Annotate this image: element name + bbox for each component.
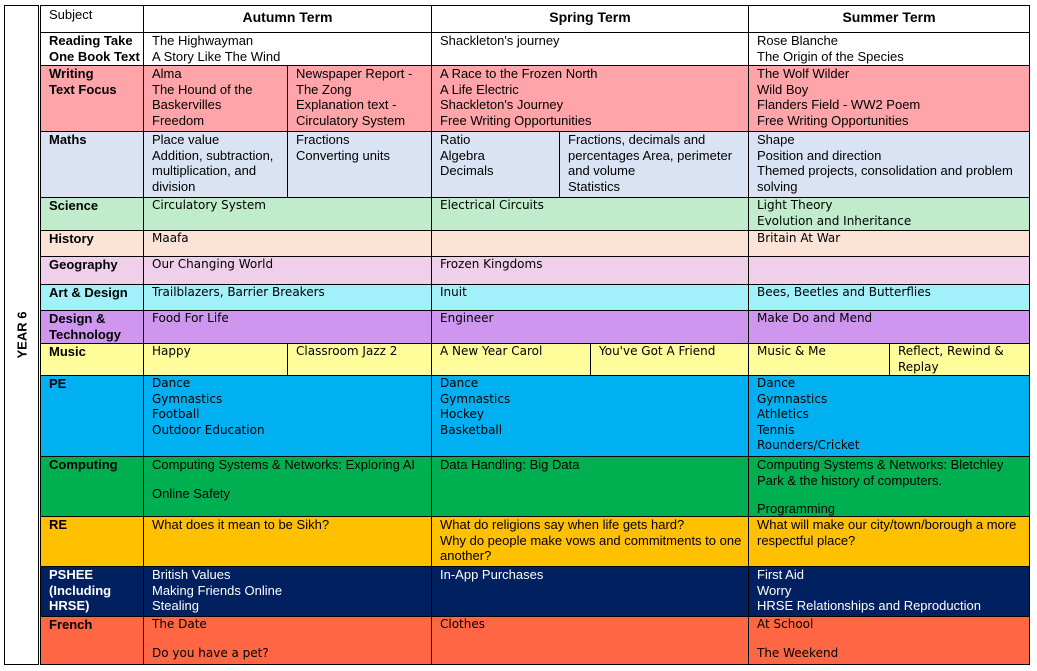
cell-line: Trailblazers, Barrier Breakers	[152, 285, 325, 299]
cell-line: RE	[49, 517, 68, 532]
music-spring-a	[432, 344, 591, 376]
cell-line: Algebra	[440, 147, 485, 163]
cell-line: Maafa	[152, 231, 189, 245]
cell-line: Evolution and Inheritance	[757, 213, 912, 228]
cell-line: At School	[757, 617, 814, 631]
cell-line: A New Year Carol	[440, 344, 543, 358]
cell-line: Gymnastics	[152, 391, 223, 406]
cell-line: Science	[49, 198, 99, 213]
curriculum-table	[40, 5, 1030, 665]
cell-line: Shackleton's journey	[440, 33, 560, 48]
cell-line: Explanation text -	[296, 97, 397, 112]
cell-line: Wild Boy	[757, 81, 809, 97]
french-spring	[432, 617, 749, 665]
spacer-line	[152, 633, 423, 646]
cell-line: Fractions, decimals and	[568, 132, 706, 147]
cell-line: Hockey	[440, 407, 484, 421]
header-subject: Subject	[40, 5, 144, 33]
cell-line: Our Changing World	[152, 257, 274, 271]
subject-geography	[40, 257, 144, 285]
cell-line: Circulatory System	[152, 198, 266, 212]
cell-line: First Aid	[757, 567, 804, 582]
subject-french	[40, 617, 144, 665]
cell-line: Classroom Jazz 2	[296, 344, 398, 358]
cell-line: HRSE Relationships and Reproduction	[757, 598, 982, 613]
cell-line: Fractions	[296, 132, 350, 147]
year-label: YEAR 6	[14, 311, 29, 359]
cell-line: Reading Take	[49, 33, 133, 48]
cell-line: History	[49, 231, 94, 246]
cell-line: The Weekend	[757, 645, 839, 660]
cell-line: The Date	[152, 617, 207, 631]
music-autumn-b	[288, 344, 432, 376]
pe-autumn	[144, 376, 432, 457]
cell-line: and volume	[568, 163, 636, 178]
cell-line: Programming	[757, 501, 836, 516]
subject-pe	[40, 376, 144, 457]
cell-line: Make Do and Mend	[757, 311, 873, 325]
cell-line: Themed projects, consolidation and problem	[757, 163, 1013, 178]
cell-line: solving	[757, 178, 798, 194]
cell-line: multiplication, and	[152, 163, 257, 178]
cell-line: The Zong	[296, 81, 352, 97]
cell-line: Decimals	[440, 163, 494, 178]
cell-line: (Including	[49, 582, 112, 598]
cell-line: In-App Purchases	[440, 567, 544, 582]
subject-maths	[40, 132, 144, 198]
art-summer	[749, 285, 1030, 311]
cell-line: Stealing	[152, 598, 199, 613]
pe-summer	[749, 376, 1030, 457]
computing-autumn	[144, 457, 432, 517]
cell-line: Online Safety	[152, 485, 231, 501]
maths-spring-a	[432, 132, 560, 198]
subject-science	[40, 198, 144, 231]
cell-line: Technology	[49, 326, 121, 342]
art-autumn	[144, 285, 432, 311]
cell-line: Reflect, Rewind &	[898, 344, 1004, 358]
cell-line: Freedom	[152, 112, 205, 128]
cell-line: Gymnastics	[757, 391, 828, 406]
cell-line: another?	[440, 548, 492, 563]
cell-line: Britain At War	[757, 231, 841, 245]
science-autumn	[144, 198, 432, 231]
cell-line: Light Theory	[757, 198, 833, 212]
geography-autumn	[144, 257, 432, 285]
cell-line: Alma	[152, 66, 182, 81]
music-autumn-a	[144, 344, 288, 376]
cell-line: Music	[49, 344, 86, 359]
cell-line: Bees, Beetles and Butterflies	[757, 285, 931, 299]
cell-line: Statistics	[568, 178, 621, 194]
subject-re	[40, 517, 144, 567]
re-autumn	[144, 517, 432, 567]
pe-spring	[432, 376, 749, 457]
cell-line: Rounders/Cricket	[757, 438, 860, 452]
art-spring	[432, 285, 749, 311]
subject-writing	[40, 66, 144, 132]
cell-line: Music & Me	[757, 344, 826, 358]
cell-line: Basketball	[440, 422, 503, 437]
cell-line: Outdoor Education	[152, 422, 265, 437]
cell-line: Computing Systems & Networks: Bletchley	[757, 457, 1004, 472]
cell-line: Park & the history of computers.	[757, 472, 942, 488]
maths-summer	[749, 132, 1030, 198]
cell-line: Tennis	[757, 422, 795, 437]
re-summer	[749, 517, 1030, 567]
cell-line: Art & Design	[49, 285, 128, 300]
cell-line: Shape	[757, 132, 795, 147]
cell-line: Design &	[49, 311, 106, 326]
cell-line: Ratio	[440, 132, 471, 147]
history-autumn	[144, 231, 432, 257]
writing-spring	[432, 66, 749, 132]
music-spring-b	[591, 344, 749, 376]
header-autumn: Autumn Term	[144, 5, 432, 33]
cell-line: Maths	[49, 132, 87, 147]
cell-line: Replay	[898, 359, 939, 374]
cell-line: What do religions say when life gets hard?	[440, 517, 685, 532]
cell-line: What does it mean to be Sikh?	[152, 517, 330, 532]
maths-autumn-a	[144, 132, 288, 198]
subject-pshee	[40, 567, 144, 617]
french-autumn	[144, 617, 432, 665]
cell-line: French	[49, 617, 93, 632]
cell-line: The Hound of the	[152, 81, 253, 97]
subject-dt	[40, 311, 144, 344]
dt-summer	[749, 311, 1030, 344]
cell-line: Geography	[49, 257, 118, 272]
cell-line: British Values	[152, 567, 231, 582]
writing-autumn-a	[144, 66, 288, 132]
music-summer-b	[890, 344, 1030, 376]
reading-spring	[432, 33, 749, 66]
cell-line: Clothes	[440, 617, 485, 631]
subject-history	[40, 231, 144, 257]
pshee-summer	[749, 567, 1030, 617]
header-summer: Summer Term	[749, 5, 1030, 33]
cell-line: Worry	[757, 582, 792, 598]
cell-line: Happy	[152, 344, 191, 358]
subject-computing	[40, 457, 144, 517]
cell-line: Do you have a pet?	[152, 645, 269, 660]
cell-line: Inuit	[440, 285, 467, 299]
year-column	[4, 5, 39, 665]
reading-summer	[749, 33, 1030, 66]
science-summer	[749, 198, 1030, 231]
cell-line: respectful place?	[757, 532, 856, 548]
cell-line: One Book Text	[49, 48, 140, 64]
reading-autumn	[144, 33, 432, 66]
cell-line: Rose Blanche	[757, 33, 838, 48]
cell-line: Computing Systems & Networks: Exploring AI	[152, 457, 415, 472]
cell-line: A Life Electric	[440, 81, 519, 97]
cell-line: What will make our city/town/borough a more	[757, 517, 1017, 532]
cell-line: Athletics	[757, 407, 809, 421]
cell-line: The Highwayman	[152, 33, 254, 48]
cell-line: Position and direction	[757, 147, 882, 163]
spacer-line	[757, 633, 1021, 646]
music-summer-a	[749, 344, 890, 376]
cell-line: Free Writing Opportunities	[757, 112, 909, 128]
cell-line: Frozen Kingdoms	[440, 257, 543, 271]
subject-reading	[40, 33, 144, 66]
cell-line: Making Friends Online	[152, 582, 283, 598]
cell-line: The Wolf Wilder	[757, 66, 850, 81]
french-summer	[749, 617, 1030, 665]
cell-line: Computing	[49, 457, 118, 472]
cell-line: Shackleton's Journey	[440, 97, 564, 112]
subject-art	[40, 285, 144, 311]
cell-line: Gymnastics	[440, 391, 511, 406]
cell-line: Baskervilles	[152, 97, 222, 112]
cell-line: division	[152, 178, 196, 194]
pshee-spring	[432, 567, 749, 617]
cell-line: Dance	[757, 376, 796, 390]
cell-line: Converting units	[296, 147, 390, 163]
re-spring	[432, 517, 749, 567]
cell-line: A Story Like The Wind	[152, 48, 281, 64]
cell-line: HRSE)	[49, 598, 90, 613]
cell-line: Dance	[440, 376, 479, 390]
cell-line: Addition, subtraction,	[152, 147, 274, 163]
pshee-autumn	[144, 567, 432, 617]
cell-line: Data Handling: Big Data	[440, 457, 580, 472]
cell-line: Text Focus	[49, 81, 117, 97]
cell-line: Flanders Field - WW2 Poem	[757, 97, 921, 112]
cell-line: PE	[49, 376, 67, 391]
cell-line: The Origin of the Species	[757, 48, 904, 64]
cell-line: Circulatory System	[296, 112, 406, 128]
cell-line: You've Got A Friend	[599, 344, 716, 358]
cell-line: Newspaper Report -	[296, 66, 413, 81]
cell-line: Why do people make vows and commitments to one	[440, 532, 742, 548]
spacer-line	[757, 488, 1021, 501]
cell-line: Engineer	[440, 311, 494, 325]
history-summer	[749, 231, 1030, 257]
cell-line: Electrical Circuits	[440, 198, 544, 212]
history-spring	[432, 231, 749, 257]
dt-autumn	[144, 311, 432, 344]
maths-spring-b	[560, 132, 749, 198]
computing-summer	[749, 457, 1030, 517]
cell-line: Dance	[152, 376, 191, 390]
cell-line: Food For Life	[152, 311, 229, 325]
science-spring	[432, 198, 749, 231]
cell-line: Free Writing Opportunities	[440, 112, 592, 128]
cell-line: percentages Area, perimeter	[568, 147, 733, 163]
cell-line: PSHEE	[49, 567, 94, 582]
writing-autumn-b	[288, 66, 432, 132]
dt-spring	[432, 311, 749, 344]
spacer-line	[152, 473, 423, 486]
cell-line: Place value	[152, 132, 220, 147]
cell-line: Writing	[49, 66, 94, 81]
maths-autumn-b	[288, 132, 432, 198]
header-spring: Spring Term	[432, 5, 749, 33]
geography-summer	[749, 257, 1030, 285]
writing-summer	[749, 66, 1030, 132]
cell-line: A Race to the Frozen North	[440, 66, 598, 81]
cell-line: Football	[152, 407, 200, 421]
computing-spring	[432, 457, 749, 517]
subject-music	[40, 344, 144, 376]
geography-spring	[432, 257, 749, 285]
